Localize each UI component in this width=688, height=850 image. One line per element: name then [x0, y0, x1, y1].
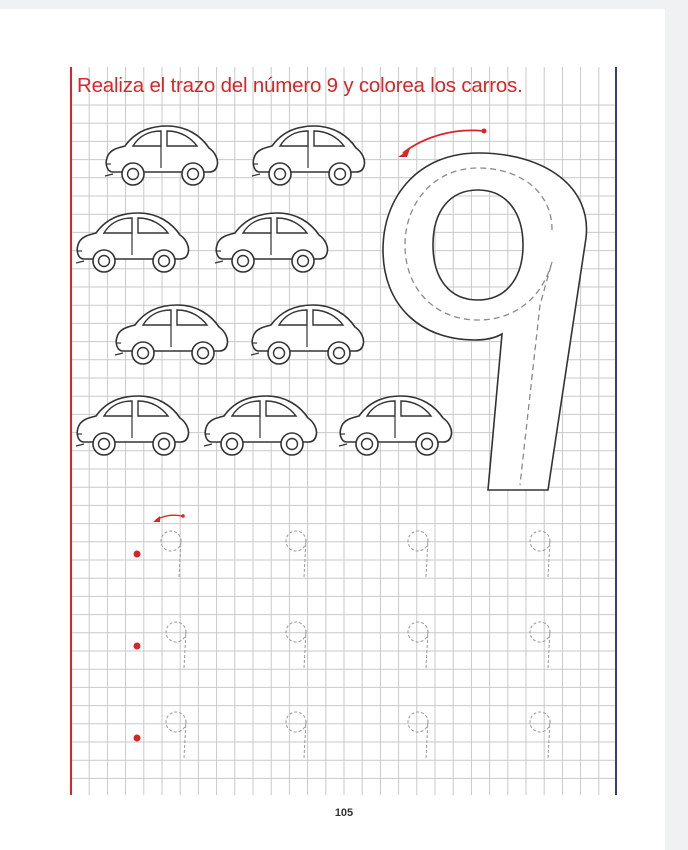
tracing-nine-icon[interactable]: [530, 622, 550, 668]
tracing-nine-icon[interactable]: [286, 531, 306, 577]
arrow-icon: [403, 130, 484, 153]
page-number: 105: [334, 807, 354, 819]
car-icon[interactable]: [105, 126, 218, 185]
car-icon[interactable]: [339, 396, 452, 455]
arrow-head-icon: [398, 149, 410, 157]
tracing-nine-icon[interactable]: [408, 622, 428, 668]
car-icon[interactable]: [252, 126, 365, 185]
tracing-nine-icon[interactable]: [408, 531, 428, 577]
start-dot-icon: [134, 735, 141, 742]
car-icon[interactable]: [76, 213, 189, 272]
car-icon[interactable]: [115, 305, 228, 364]
tracing-nine-icon[interactable]: [408, 712, 428, 758]
start-dot-icon: [134, 643, 141, 650]
small-arrow-start-dot-icon: [181, 514, 185, 518]
tracing-nine-icon[interactable]: [166, 712, 186, 758]
instruction-title: Realiza el trazo del número 9 y colorea los carros.: [77, 74, 523, 97]
car-icon[interactable]: [76, 396, 189, 455]
car-icon[interactable]: [251, 305, 364, 364]
start-dot-icon: [134, 551, 141, 558]
tracing-nine-icon[interactable]: [166, 622, 186, 668]
tracing-nine-icon[interactable]: [161, 531, 181, 577]
small-arrow-head-icon: [153, 516, 160, 522]
tracing-nine-icon[interactable]: [286, 622, 306, 668]
car-icon[interactable]: [204, 396, 317, 455]
arrow-start-dot-icon: [482, 129, 487, 134]
car-icon[interactable]: [215, 213, 328, 272]
tracing-nine-icon[interactable]: [530, 712, 550, 758]
practice-area: [134, 514, 551, 758]
tracing-nine-icon[interactable]: [286, 712, 306, 758]
tracing-nine-icon[interactable]: [530, 531, 550, 577]
